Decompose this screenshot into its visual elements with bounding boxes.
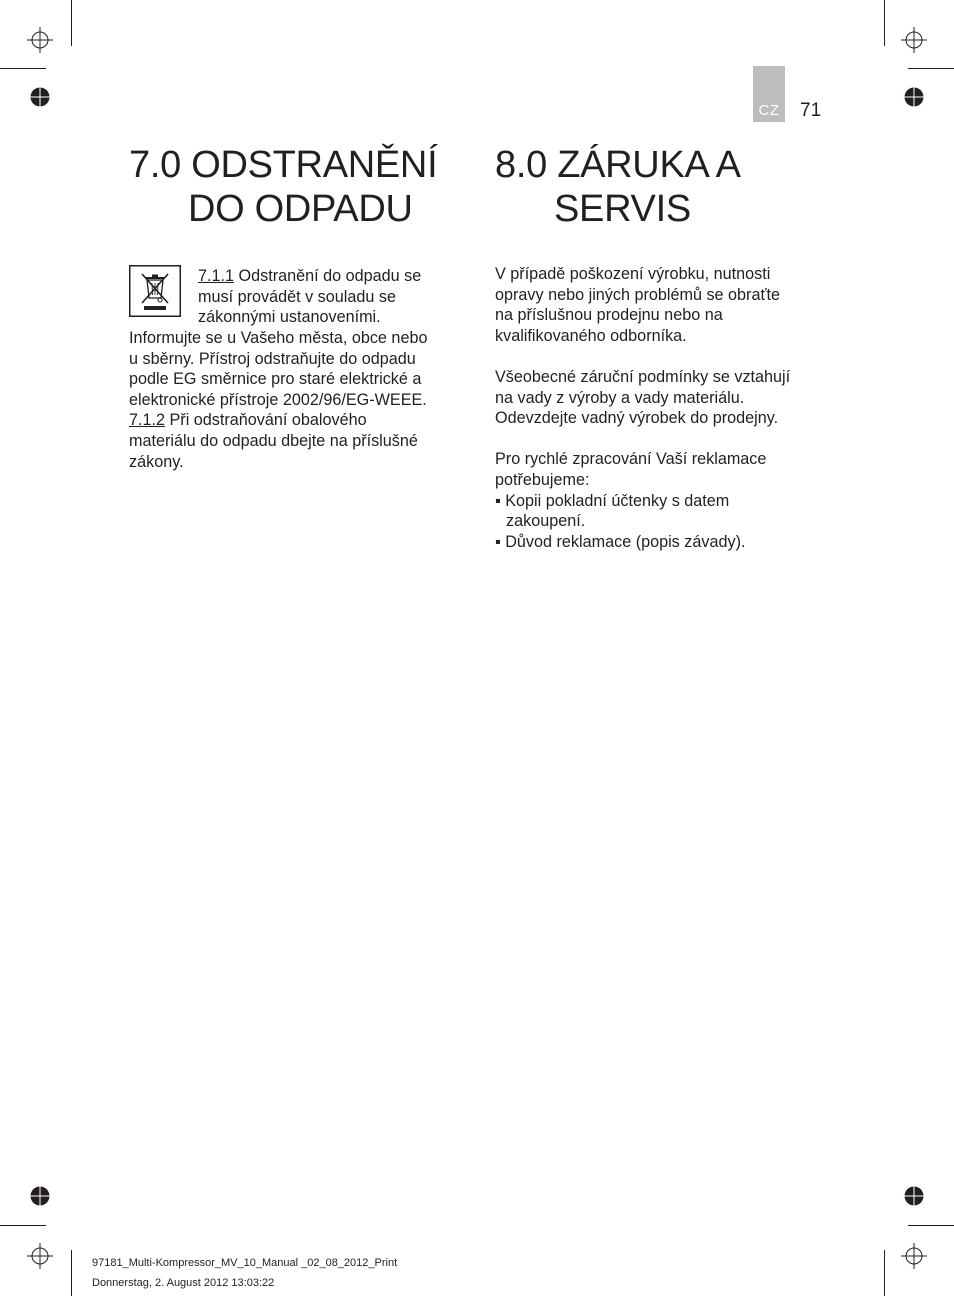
- registration-dot-icon: [903, 1185, 925, 1207]
- section-7-title-line2: DO ODPADU: [188, 188, 413, 230]
- paragraph-7-1-2-intro: Při odstraňování obalového: [165, 411, 367, 430]
- paragraph-line: na vady z výroby a vady materiálu.: [495, 388, 745, 407]
- section-8-body: [495, 264, 790, 552]
- section-8-number: 8.0: [495, 144, 547, 186]
- paragraph-line: opravy nebo jiných problémů se obraťte: [495, 285, 781, 304]
- paragraph-7-1-1-line: u sběrny. Přístroj odstraňujte do odpadu: [129, 349, 416, 368]
- crop-mark: [0, 1225, 46, 1226]
- paragraph-7-1-2-line: zákony.: [129, 452, 184, 471]
- crop-mark: [884, 1250, 885, 1296]
- crop-mark: [71, 0, 72, 46]
- registration-dot-icon: [903, 86, 925, 108]
- section-7-body: [129, 328, 427, 472]
- paragraph-7-1-1-line: zákonnými ustanoveními.: [198, 308, 381, 327]
- page-number: 71: [800, 100, 822, 121]
- section-8-title-line1: ZÁRUKA A: [557, 144, 741, 186]
- registration-crosshair-icon: [27, 1243, 53, 1269]
- paragraph-line: na příslušnou prodejnu nebo na: [495, 306, 723, 325]
- crop-mark: [71, 1250, 72, 1296]
- paragraph-line: V případě poškození výrobku, nutnosti: [495, 265, 771, 283]
- paragraph-7-1-2-line: materiálu do odpadu dbejte na příslušné: [129, 431, 418, 450]
- section-7-heading: [129, 143, 437, 231]
- list-item: ▪ Kopii pokladní účtenky s datem: [495, 491, 730, 510]
- language-tab-label: CZ: [758, 102, 780, 119]
- crop-mark: [884, 0, 885, 46]
- paragraph-line: Všeobecné záruční podmínky se vztahují: [495, 367, 791, 386]
- list-item: ▪ Důvod reklamace (popis závady).: [495, 532, 746, 551]
- section-7-title-line1: ODSTRANĚNÍ: [191, 144, 438, 186]
- paragraph-line: potřebujeme:: [495, 470, 590, 489]
- paragraph-ref-7-1-1: 7.1.1: [198, 267, 235, 285]
- section-8-heading: [495, 143, 741, 231]
- paragraph-7-1-1-line: [198, 266, 421, 287]
- paragraph-7-1-1-line: musí provádět v souladu se: [198, 287, 396, 306]
- list-item-continuation: zakoupení.: [506, 512, 586, 531]
- paragraph-7-1-1-line: podle EG směrnice pro staré elektrické a: [129, 370, 422, 389]
- paragraph-ref-7-1-2: 7.1.2: [129, 411, 166, 430]
- section-7-body-top: [198, 266, 421, 328]
- print-file-name: 97181_Multi-Kompressor_MV_10_Manual _02_08_2012_Print: [92, 1257, 398, 1269]
- registration-crosshair-icon: [901, 27, 927, 53]
- print-timestamp: Donnerstag, 2. August 2012 13:03:22: [92, 1277, 275, 1289]
- crop-mark: [0, 68, 46, 69]
- paragraph-line: Pro rychlé zpracování Vaší reklamace: [495, 450, 767, 469]
- crop-mark: [908, 68, 954, 69]
- crossed-out-wheelie-bin-icon: [129, 265, 181, 317]
- section-8-title-line2: SERVIS: [554, 188, 691, 230]
- registration-crosshair-icon: [27, 27, 53, 53]
- crop-mark: [908, 1225, 954, 1226]
- registration-dot-icon: [29, 86, 51, 108]
- section-7-number: 7.0: [129, 144, 181, 186]
- registration-dot-icon: [29, 1185, 51, 1207]
- paragraph-7-1-2-line: [129, 410, 427, 431]
- registration-crosshair-icon: [901, 1243, 927, 1269]
- paragraph-7-1-1-intro: Odstranění do odpadu se: [234, 267, 422, 285]
- paragraph-line: Odevzdejte vadný výrobek do prodejny.: [495, 409, 779, 428]
- paragraph-line: kvalifikovaného odborníka.: [495, 326, 687, 345]
- paragraph-7-1-1-line: Informujte se u Vašeho města, obce nebo: [129, 329, 428, 347]
- paragraph-7-1-1-line: elektronické přístroje 2002/96/EG-WEEE.: [129, 390, 427, 409]
